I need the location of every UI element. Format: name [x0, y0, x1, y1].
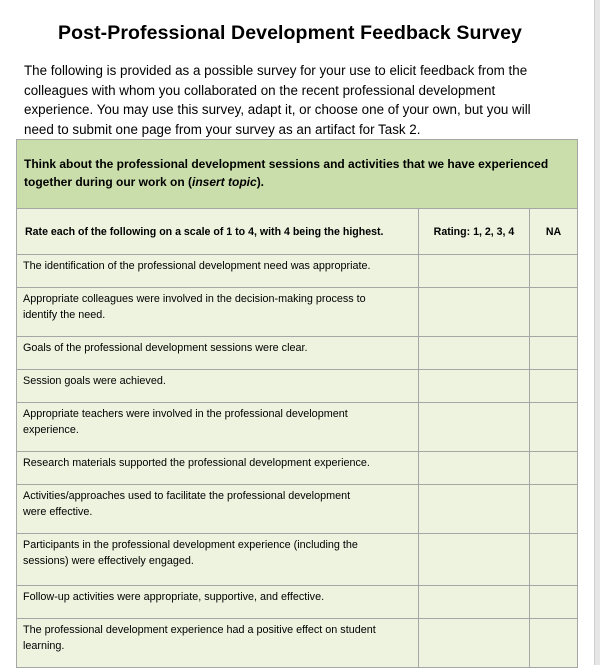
intro-line: colleagues with whom you collaborated on the recent professional development	[24, 82, 496, 98]
na-cell[interactable]	[530, 485, 578, 534]
prompt-suffix: ).	[256, 175, 265, 189]
intro-line: experience. You may use this survey, adapt it, or choose one of your own, but you will	[24, 102, 531, 117]
rating-cell[interactable]	[419, 534, 530, 586]
question-text: Appropriate teachers were involved in the professional development	[23, 408, 348, 420]
question-text-continued: identify the need.	[23, 308, 106, 321]
question-cell	[17, 485, 419, 534]
na-cell[interactable]	[530, 337, 578, 370]
table-row	[17, 619, 578, 668]
page-edge	[594, 0, 600, 665]
intro-paragraph	[24, 61, 592, 139]
rating-cell[interactable]	[419, 370, 530, 403]
question-text: Session goals were achieved.	[23, 375, 166, 387]
question-cell	[17, 337, 419, 370]
rating-cell[interactable]	[419, 586, 530, 619]
rating-header: Rating: 1, 2, 3, 4	[419, 209, 530, 255]
table-row	[17, 370, 578, 403]
prompt-cell	[17, 140, 578, 209]
table-row	[17, 337, 578, 370]
question-text: Appropriate colleagues were involved in the decision-making process to	[23, 293, 366, 305]
rating-cell[interactable]	[419, 288, 530, 337]
table-row	[17, 485, 578, 534]
na-cell[interactable]	[530, 586, 578, 619]
question-text: Research materials supported the professional development experience.	[23, 457, 370, 469]
rating-cell[interactable]	[419, 619, 530, 668]
question-header: Rate each of the following on a scale of 1 to 4, with 4 being the highest.	[17, 209, 419, 255]
rating-cell[interactable]	[419, 452, 530, 485]
question-text-continued: sessions) were effectively engaged.	[23, 554, 194, 567]
table-row	[17, 403, 578, 452]
question-cell	[17, 370, 419, 403]
table-row	[17, 586, 578, 619]
page-title: Post-Professional Development Feedback Survey	[58, 22, 522, 44]
question-cell	[17, 534, 419, 586]
na-cell[interactable]	[530, 403, 578, 452]
header-row	[17, 209, 578, 255]
question-cell	[17, 452, 419, 485]
rating-cell[interactable]	[419, 485, 530, 534]
question-text: The professional development experience had a positive effect on student	[23, 624, 376, 636]
na-cell[interactable]	[530, 534, 578, 586]
table-row	[17, 534, 578, 586]
rating-cell[interactable]	[419, 255, 530, 288]
table-row	[17, 452, 578, 485]
question-cell	[17, 255, 419, 288]
survey-table	[16, 139, 578, 668]
question-cell	[17, 586, 419, 619]
question-text-continued: learning.	[23, 639, 65, 652]
question-cell	[17, 619, 419, 668]
question-cell	[17, 288, 419, 337]
question-text: The identification of the professional development need was appropriate.	[23, 260, 371, 272]
prompt-prefix: together during our work on (	[24, 175, 192, 189]
question-text-continued: experience.	[23, 423, 79, 436]
na-cell[interactable]	[530, 452, 578, 485]
question-text-continued: were effective.	[23, 505, 93, 518]
intro-line: The following is provided as a possible survey for your use to elicit feedback from the	[24, 63, 528, 78]
na-cell[interactable]	[530, 370, 578, 403]
na-cell[interactable]	[530, 288, 578, 337]
prompt-row	[17, 140, 578, 209]
rating-cell[interactable]	[419, 403, 530, 452]
na-header: NA	[530, 209, 578, 255]
rating-cell[interactable]	[419, 337, 530, 370]
prompt-text: Think about the professional development sessions and activities that we have experienced	[24, 157, 549, 171]
prompt-text-line2	[24, 173, 569, 191]
na-cell[interactable]	[530, 255, 578, 288]
question-text: Activities/approaches used to facilitate the professional development	[23, 490, 351, 502]
question-cell	[17, 403, 419, 452]
insert-topic-placeholder[interactable]: insert topic	[192, 175, 257, 189]
table-row	[17, 255, 578, 288]
intro-line: need to submit one page from your survey as an artifact for Task 2.	[24, 121, 421, 137]
question-text: Goals of the professional development sessions were clear.	[23, 342, 308, 354]
table-row	[17, 288, 578, 337]
na-cell[interactable]	[530, 619, 578, 668]
question-text: Follow-up activities were appropriate, supportive, and effective.	[23, 591, 325, 603]
question-text: Participants in the professional development experience (including the	[23, 539, 358, 551]
